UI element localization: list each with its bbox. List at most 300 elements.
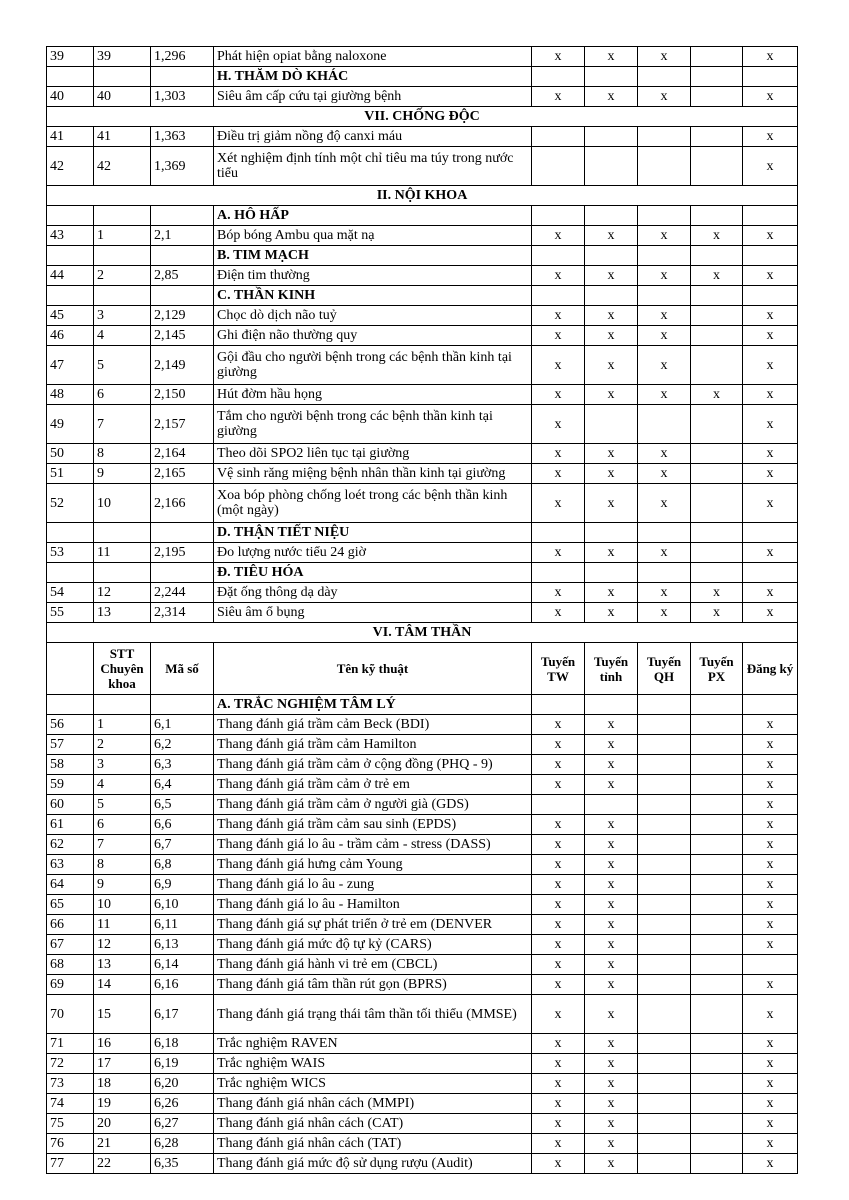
code-cell: 2,166: [151, 484, 214, 523]
tuyen-qh-cell: x: [638, 484, 691, 523]
tuyen-px-cell: x: [691, 603, 743, 623]
tuyen-qh-cell: [638, 1094, 691, 1114]
tuyen-tinh-cell: x: [585, 226, 638, 246]
empty-cell: [532, 563, 585, 583]
empty-cell: [743, 695, 798, 715]
empty-cell: [638, 206, 691, 226]
registered-cell: x: [743, 405, 798, 444]
table-row: [47, 306, 798, 326]
specialty-stt-cell: 1: [94, 226, 151, 246]
code-cell: 1,363: [151, 127, 214, 147]
tuyen-tw-cell: x: [532, 543, 585, 563]
empty-cell: [691, 695, 743, 715]
tuyen-px-cell: x: [691, 266, 743, 286]
tuyen-qh-cell: [638, 147, 691, 186]
specialty-stt-cell: 13: [94, 603, 151, 623]
code-cell: 2,157: [151, 405, 214, 444]
stt-cell: 58: [47, 755, 94, 775]
empty-cell: [743, 246, 798, 266]
tuyen-px-cell: [691, 855, 743, 875]
tuyen-tw-cell: x: [532, 835, 585, 855]
subsection-title: Đ. TIÊU HÓA: [214, 563, 532, 583]
empty-cell: [47, 67, 94, 87]
technique-name-cell: Theo dõi SPO2 liên tục tại giường: [214, 444, 532, 464]
technique-name-cell: Trắc nghiệm WICS: [214, 1074, 532, 1094]
tuyen-tw-cell: x: [532, 306, 585, 326]
stt-cell: 69: [47, 975, 94, 995]
table-row: [47, 405, 798, 444]
tuyen-px-cell: [691, 1074, 743, 1094]
empty-cell: [743, 67, 798, 87]
code-cell: 2,145: [151, 326, 214, 346]
specialty-stt-cell: 16: [94, 1034, 151, 1054]
tuyen-px-cell: x: [691, 583, 743, 603]
registered-cell: x: [743, 1034, 798, 1054]
tuyen-qh-cell: [638, 1114, 691, 1134]
technique-name-cell: Siêu âm cấp cứu tại giường bệnh: [214, 87, 532, 107]
registered-cell: x: [743, 484, 798, 523]
technique-name-cell: Siêu âm ổ bụng: [214, 603, 532, 623]
tuyen-tinh-cell: x: [585, 755, 638, 775]
empty-cell: [151, 286, 214, 306]
tuyen-qh-cell: [638, 975, 691, 995]
technique-name-cell: Vệ sinh răng miệng bệnh nhân thần kinh tại giường: [214, 464, 532, 484]
registered-cell: x: [743, 1074, 798, 1094]
tuyen-tinh-cell: x: [585, 875, 638, 895]
document-page: [46, 46, 797, 1174]
specialty-stt-cell: 8: [94, 855, 151, 875]
table-row: [47, 755, 798, 775]
tuyen-qh-cell: x: [638, 87, 691, 107]
subsection-title: C. THẦN KINH: [214, 286, 532, 306]
code-cell: 6,8: [151, 855, 214, 875]
subsection-header-row: [47, 563, 798, 583]
specialty-stt-cell: 5: [94, 346, 151, 385]
technique-name-cell: Điều trị giảm nồng độ canxi máu: [214, 127, 532, 147]
table-row: [47, 875, 798, 895]
tuyen-tinh-cell: x: [585, 1134, 638, 1154]
tuyen-tinh-cell: x: [585, 603, 638, 623]
tuyen-tw-cell: x: [532, 444, 585, 464]
specialty-stt-cell: 21: [94, 1134, 151, 1154]
code-cell: 6,16: [151, 975, 214, 995]
tuyen-qh-cell: x: [638, 385, 691, 405]
tuyen-px-cell: [691, 484, 743, 523]
code-cell: 2,150: [151, 385, 214, 405]
empty-cell: [691, 523, 743, 543]
table-row: [47, 47, 798, 67]
stt-cell: 45: [47, 306, 94, 326]
specialty-stt-cell: 2: [94, 266, 151, 286]
specialty-stt-cell: 12: [94, 935, 151, 955]
specialty-stt-cell: 39: [94, 47, 151, 67]
tuyen-qh-cell: [638, 855, 691, 875]
code-cell: 2,165: [151, 464, 214, 484]
registered-cell: x: [743, 385, 798, 405]
tuyen-qh-cell: x: [638, 326, 691, 346]
tuyen-tinh-cell: x: [585, 543, 638, 563]
specialty-stt-cell: 9: [94, 875, 151, 895]
subsection-title: A. TRẮC NGHIỆM TÂM LÝ: [214, 695, 532, 715]
technique-name-cell: Thang đánh giá hưng cảm Young: [214, 855, 532, 875]
code-cell: 2,129: [151, 306, 214, 326]
tuyen-tinh-cell: x: [585, 855, 638, 875]
subsection-header-row: [47, 695, 798, 715]
tuyen-tinh-cell: x: [585, 895, 638, 915]
subsection-header-row: [47, 67, 798, 87]
technique-name-cell: Thang đánh giá trầm cảm Beck (BDI): [214, 715, 532, 735]
tuyen-px-cell: [691, 875, 743, 895]
registered-cell: x: [743, 1114, 798, 1134]
tuyen-px-cell: [691, 795, 743, 815]
tuyen-px-cell: [691, 1114, 743, 1134]
stt-cell: 57: [47, 735, 94, 755]
table-row: [47, 1074, 798, 1094]
empty-cell: [151, 67, 214, 87]
table-row: [47, 1034, 798, 1054]
empty-cell: [532, 695, 585, 715]
stt-cell: 70: [47, 995, 94, 1034]
technique-name-cell: Xoa bóp phòng chống loét trong các bệnh thần kinh (một ngày): [214, 484, 532, 523]
tuyen-px-cell: [691, 995, 743, 1034]
empty-cell: [532, 286, 585, 306]
subsection-header-row: [47, 286, 798, 306]
tuyen-px-cell: [691, 895, 743, 915]
code-cell: 2,195: [151, 543, 214, 563]
tuyen-qh-cell: x: [638, 306, 691, 326]
tuyen-px-cell: [691, 935, 743, 955]
code-cell: 6,27: [151, 1114, 214, 1134]
empty-cell: [532, 246, 585, 266]
empty-cell: [47, 563, 94, 583]
specialty-stt-cell: 14: [94, 975, 151, 995]
tuyen-tw-cell: x: [532, 87, 585, 107]
empty-cell: [585, 695, 638, 715]
section-title: II. NỘI KHOA: [47, 186, 798, 206]
technique-name-cell: Thang đánh giá lo âu - trầm cảm - stress (DASS): [214, 835, 532, 855]
registered-cell: x: [743, 47, 798, 67]
tuyen-tw-cell: x: [532, 955, 585, 975]
empty-cell: [47, 523, 94, 543]
technique-name-cell: Thang đánh giá hành vi trẻ em (CBCL): [214, 955, 532, 975]
table-row: [47, 1094, 798, 1114]
table-row: [47, 915, 798, 935]
stt-cell: 64: [47, 875, 94, 895]
registered-cell: x: [743, 935, 798, 955]
tuyen-tw-cell: x: [532, 995, 585, 1034]
technique-name-cell: Xét nghiệm định tính một chỉ tiêu ma túy trong nước tiểu: [214, 147, 532, 186]
tuyen-qh-cell: [638, 875, 691, 895]
specialty-stt-cell: 20: [94, 1114, 151, 1134]
tuyen-tinh-cell: x: [585, 484, 638, 523]
table-row: [47, 855, 798, 875]
tuyen-tinh-cell: [585, 147, 638, 186]
tuyen-px-cell: [691, 815, 743, 835]
specialty-stt-cell: 12: [94, 583, 151, 603]
technique-name-cell: Bóp bóng Ambu qua mặt nạ: [214, 226, 532, 246]
tuyen-tinh-cell: x: [585, 1114, 638, 1134]
code-cell: 6,7: [151, 835, 214, 855]
tuyen-tinh-cell: [585, 795, 638, 815]
stt-cell: 72: [47, 1054, 94, 1074]
tuyen-px-cell: [691, 464, 743, 484]
stt-cell: 52: [47, 484, 94, 523]
empty-cell: [638, 695, 691, 715]
specialty-stt-cell: 7: [94, 835, 151, 855]
registered-cell: x: [743, 226, 798, 246]
registered-cell: x: [743, 444, 798, 464]
code-cell: 6,18: [151, 1034, 214, 1054]
tuyen-tw-cell: x: [532, 1034, 585, 1054]
registered-cell: x: [743, 543, 798, 563]
table-row: [47, 935, 798, 955]
table-row: [47, 715, 798, 735]
technique-name-cell: Thang đánh giá mức độ sử dụng rượu (Audit): [214, 1154, 532, 1174]
technique-name-cell: Thang đánh giá lo âu - zung: [214, 875, 532, 895]
stt-cell: 68: [47, 955, 94, 975]
stt-cell: 44: [47, 266, 94, 286]
registered-cell: x: [743, 735, 798, 755]
empty-cell: [743, 206, 798, 226]
stt-cell: 41: [47, 127, 94, 147]
specialty-stt-cell: 4: [94, 775, 151, 795]
code-cell: 6,4: [151, 775, 214, 795]
specialty-stt-cell: 5: [94, 795, 151, 815]
tuyen-px-cell: [691, 47, 743, 67]
tuyen-tinh-cell: x: [585, 835, 638, 855]
empty-cell: [743, 563, 798, 583]
technique-name-cell: Thang đánh giá trầm cảm ở cộng đồng (PHQ - 9): [214, 755, 532, 775]
tuyen-tw-cell: x: [532, 855, 585, 875]
registered-cell: x: [743, 815, 798, 835]
technique-name-cell: Thang đánh giá trầm cảm Hamilton: [214, 735, 532, 755]
technique-name-cell: Thang đánh giá trầm cảm sau sinh (EPDS): [214, 815, 532, 835]
stt-cell: 73: [47, 1074, 94, 1094]
tuyen-px-cell: [691, 915, 743, 935]
tuyen-qh-cell: [638, 895, 691, 915]
tuyen-qh-cell: [638, 955, 691, 975]
specialty-stt-cell: 11: [94, 543, 151, 563]
stt-cell: 48: [47, 385, 94, 405]
code-cell: 6,11: [151, 915, 214, 935]
empty-cell: [47, 246, 94, 266]
stt-cell: 63: [47, 855, 94, 875]
stt-cell: 51: [47, 464, 94, 484]
registered-cell: x: [743, 464, 798, 484]
code-cell: 1,296: [151, 47, 214, 67]
empty-cell: [691, 246, 743, 266]
tuyen-qh-cell: [638, 755, 691, 775]
empty-cell: [94, 246, 151, 266]
tuyen-px-cell: [691, 955, 743, 975]
table-row: [47, 543, 798, 563]
empty-cell: [585, 206, 638, 226]
tuyen-px-cell: [691, 755, 743, 775]
tuyen-tw-cell: x: [532, 484, 585, 523]
stt-cell: 60: [47, 795, 94, 815]
tuyen-tw-cell: x: [532, 775, 585, 795]
empty-cell: [743, 286, 798, 306]
empty-cell: [585, 286, 638, 306]
empty-cell: [585, 523, 638, 543]
table-row: [47, 444, 798, 464]
tuyen-tw-cell: x: [532, 735, 585, 755]
tuyen-px-cell: [691, 1154, 743, 1174]
tuyen-tinh-cell: x: [585, 935, 638, 955]
registered-cell: x: [743, 306, 798, 326]
tuyen-tinh-cell: x: [585, 326, 638, 346]
table-row: [47, 995, 798, 1034]
registered-cell: x: [743, 775, 798, 795]
tuyen-tinh-cell: x: [585, 444, 638, 464]
specialty-stt-cell: 18: [94, 1074, 151, 1094]
specialty-stt-cell: 19: [94, 1094, 151, 1114]
subsection-title: B. TIM MẠCH: [214, 246, 532, 266]
tuyen-tinh-cell: x: [585, 775, 638, 795]
registered-cell: x: [743, 835, 798, 855]
tuyen-tinh-cell: x: [585, 1074, 638, 1094]
table-row: [47, 1154, 798, 1174]
tuyen-tw-cell: [532, 795, 585, 815]
empty-cell: [151, 246, 214, 266]
tuyen-tw-cell: x: [532, 1074, 585, 1094]
registered-cell: x: [743, 1054, 798, 1074]
code-cell: 6,35: [151, 1154, 214, 1174]
stt-cell: 71: [47, 1034, 94, 1054]
tuyen-tinh-cell: x: [585, 735, 638, 755]
tuyen-tw-cell: x: [532, 1094, 585, 1114]
tuyen-px-cell: [691, 1034, 743, 1054]
empty-cell: [151, 523, 214, 543]
registered-cell: x: [743, 895, 798, 915]
technique-name-cell: Thang đánh giá nhân cách (TAT): [214, 1134, 532, 1154]
empty-cell: [638, 563, 691, 583]
table-row: [47, 127, 798, 147]
code-cell: 6,10: [151, 895, 214, 915]
tuyen-qh-cell: [638, 1154, 691, 1174]
stt-cell: 56: [47, 715, 94, 735]
tuyen-qh-cell: [638, 127, 691, 147]
specialty-stt-cell: 7: [94, 405, 151, 444]
tuyen-tw-cell: x: [532, 755, 585, 775]
technique-name-cell: Đặt ống thông dạ dày: [214, 583, 532, 603]
table-row: [47, 147, 798, 186]
specialty-stt-cell: 10: [94, 895, 151, 915]
tuyen-tw-cell: x: [532, 1134, 585, 1154]
tuyen-px-cell: [691, 975, 743, 995]
technique-name-cell: Thang đánh giá nhân cách (CAT): [214, 1114, 532, 1134]
tuyen-qh-cell: x: [638, 226, 691, 246]
technique-name-cell: Thang đánh giá lo âu - Hamilton: [214, 895, 532, 915]
registered-cell: x: [743, 87, 798, 107]
stt-cell: 76: [47, 1134, 94, 1154]
registered-cell: x: [743, 855, 798, 875]
registered-cell: x: [743, 603, 798, 623]
table-row: [47, 815, 798, 835]
code-cell: 6,9: [151, 875, 214, 895]
tuyen-qh-cell: [638, 935, 691, 955]
stt-cell: 67: [47, 935, 94, 955]
tuyen-tinh-cell: x: [585, 87, 638, 107]
stt-cell: 40: [47, 87, 94, 107]
stt-cell: 43: [47, 226, 94, 246]
tuyen-qh-cell: [638, 715, 691, 735]
empty-cell: [585, 246, 638, 266]
code-cell: 1,369: [151, 147, 214, 186]
registered-cell: x: [743, 915, 798, 935]
table-row: [47, 775, 798, 795]
tuyen-tinh-cell: x: [585, 47, 638, 67]
technique-name-cell: Điện tim thường: [214, 266, 532, 286]
tuyen-px-cell: [691, 775, 743, 795]
empty-cell: [691, 67, 743, 87]
code-cell: 6,3: [151, 755, 214, 775]
stt-cell: 77: [47, 1154, 94, 1174]
tuyen-tinh-cell: x: [585, 1094, 638, 1114]
technique-table: [46, 46, 798, 1174]
column-header-row: [47, 643, 798, 695]
table-row: [47, 583, 798, 603]
table-row: [47, 1114, 798, 1134]
subsection-header-row: [47, 206, 798, 226]
tuyen-tinh-cell: x: [585, 464, 638, 484]
technique-name-cell: Thang đánh giá mức độ tự kỷ (CARS): [214, 935, 532, 955]
specialty-stt-cell: 11: [94, 915, 151, 935]
tuyen-tinh-cell: [585, 127, 638, 147]
specialty-stt-cell: 2: [94, 735, 151, 755]
empty-cell: [151, 206, 214, 226]
table-row: [47, 955, 798, 975]
stt-cell: 55: [47, 603, 94, 623]
stt-cell: 65: [47, 895, 94, 915]
table-row: [47, 835, 798, 855]
tuyen-px-cell: [691, 1094, 743, 1114]
empty-cell: [532, 67, 585, 87]
tuyen-tw-cell: x: [532, 935, 585, 955]
stt-cell: 47: [47, 346, 94, 385]
empty-cell: [532, 523, 585, 543]
tuyen-qh-cell: x: [638, 346, 691, 385]
empty-cell: [94, 563, 151, 583]
table-row: [47, 484, 798, 523]
registered-cell: x: [743, 875, 798, 895]
tuyen-qh-cell: [638, 815, 691, 835]
tuyen-px-cell: [691, 346, 743, 385]
column-header: STT Chuyên khoa: [94, 643, 151, 695]
tuyen-tinh-cell: x: [585, 1154, 638, 1174]
empty-cell: [691, 286, 743, 306]
registered-cell: x: [743, 147, 798, 186]
table-row: [47, 385, 798, 405]
empty-cell: [94, 67, 151, 87]
code-cell: 2,85: [151, 266, 214, 286]
tuyen-px-cell: [691, 326, 743, 346]
specialty-stt-cell: 3: [94, 755, 151, 775]
column-header: Tuyến TW: [532, 643, 585, 695]
empty-cell: [94, 206, 151, 226]
code-cell: 6,13: [151, 935, 214, 955]
registered-cell: x: [743, 795, 798, 815]
tuyen-px-cell: [691, 1054, 743, 1074]
code-cell: 2,314: [151, 603, 214, 623]
section-header-row: [47, 186, 798, 206]
tuyen-qh-cell: [638, 1134, 691, 1154]
empty-cell: [47, 286, 94, 306]
stt-cell: 75: [47, 1114, 94, 1134]
table-row: [47, 326, 798, 346]
code-cell: 6,6: [151, 815, 214, 835]
registered-cell: x: [743, 326, 798, 346]
